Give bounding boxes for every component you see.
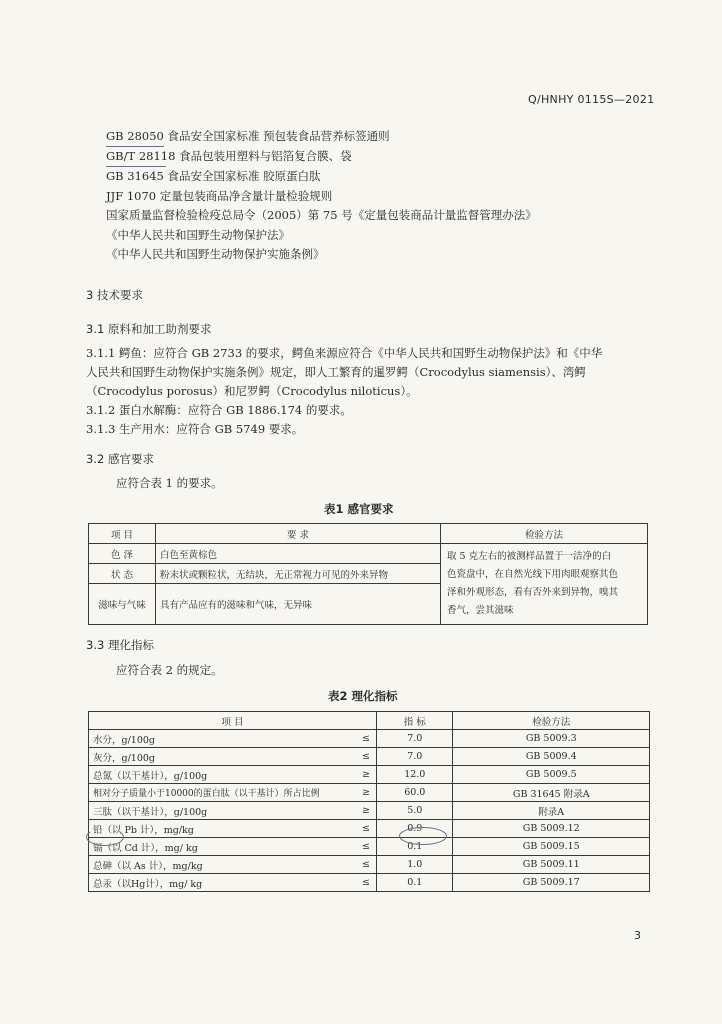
value-cell: 7.0	[377, 730, 453, 748]
reference-item: 国家质量监督检验检疫总局令（2005）第 75 号《定量包装商品计量监督管理办法》	[106, 208, 537, 222]
comparator-cell: ≤	[356, 838, 377, 856]
subsection-heading: 3.3 理化指标	[86, 638, 154, 652]
pen-underline-mark	[106, 146, 164, 147]
requirement-cell: 粉末状或颗粒状，无结块，无正常视力可见的外来异物	[156, 564, 441, 584]
table-row	[89, 874, 650, 892]
table-row	[89, 856, 650, 874]
requirement-cell: 白色至黄棕色	[156, 544, 441, 564]
value-cell: 0.1	[377, 838, 453, 856]
page-number: 3	[634, 929, 642, 942]
reference-item: JJF 1070 定量包装商品净含量计量检验规则	[106, 189, 333, 203]
paragraph-line: 应符合表 1 的要求。	[116, 476, 223, 490]
method-cell: GB 31645 附录A	[453, 784, 650, 802]
table-row	[89, 838, 650, 856]
method-cell: GB 5009.11	[453, 856, 650, 874]
header-cell: 检验方法	[441, 524, 648, 544]
reference-item: GB 31645 食品安全国家标准 胶原蛋白肽	[106, 169, 321, 183]
method-cell: GB 5009.5	[453, 766, 650, 784]
paragraph-line: 3.1.2 蛋白水解酶：应符合 GB 1886.174 的要求。	[86, 403, 352, 417]
comparator-cell: ≥	[356, 784, 377, 802]
value-cell: 0.1	[377, 874, 453, 892]
comparator-cell: ≤	[356, 730, 377, 748]
table-row	[89, 802, 650, 820]
table-row	[89, 748, 650, 766]
method-cell: GB 5009.12	[453, 820, 650, 838]
value-cell: 5.0	[377, 802, 453, 820]
value-cell: 1.0	[377, 856, 453, 874]
method-cell: GB 5009.4	[453, 748, 650, 766]
subsection-heading: 3.1 原料和加工助剂要求	[86, 322, 212, 336]
value-cell: 60.0	[377, 784, 453, 802]
table-caption: 表2 理化指标	[328, 689, 398, 703]
method-cell: GB 5009.3	[453, 730, 650, 748]
comparator-cell: ≤	[356, 874, 377, 892]
table-row	[89, 766, 650, 784]
reference-item: 《中华人民共和国野生动物保护实施条例》	[106, 247, 325, 261]
header-cell: 项 目	[89, 524, 156, 544]
header-cell: 检验方法	[453, 712, 650, 730]
method-line: 泽和外观形态，看有否外来到异物，嗅其	[447, 587, 619, 598]
table-row	[89, 544, 648, 564]
item-cell: 三肽（以干基计），g/100g	[89, 802, 356, 820]
method-line: 色瓷盘中，在自然光线下用肉眼观察其色	[447, 569, 619, 580]
pen-circle-mark	[399, 827, 447, 845]
table-header-row	[89, 712, 650, 730]
sensory-table	[88, 523, 648, 625]
requirement-cell: 具有产品应有的滋味和气味，无异味	[156, 584, 441, 625]
paragraph-line: （Crocodylus porosus）和尼罗鳄（Crocodylus niloticus）。	[86, 384, 418, 398]
pen-circle-mark	[86, 828, 124, 846]
item-cell: 镉（以 Cd 计），mg/ kg	[89, 838, 356, 856]
item-cell: 相对分子质量小于10000的蛋白肽（以干基计）所占比例	[89, 784, 356, 802]
header-cell: 要 求	[156, 524, 441, 544]
item-cell: 铅（以 Pb 计），mg/kg	[89, 820, 356, 838]
comparator-cell: ≥	[356, 802, 377, 820]
reference-item: 《中华人民共和国野生动物保护法》	[106, 228, 290, 242]
table-row	[89, 730, 650, 748]
method-cell: 附录A	[453, 802, 650, 820]
item-cell: 滋味与气味	[89, 584, 156, 625]
paragraph-line: 应符合表 2 的规定。	[116, 663, 223, 677]
item-cell: 状 态	[89, 564, 156, 584]
method-line: 取 5 克左右的被测样品置于一洁净的白	[447, 551, 612, 562]
method-cell: GB 5009.17	[453, 874, 650, 892]
paragraph-line: 人民共和国野生动物保护实施条例》规定，即人工繁育的暹罗鳄（Crocodylus siamensis）、湾鳄	[86, 365, 586, 379]
reference-item: GB/T 28118 食品包装用塑料与铝箔复合膜、袋	[106, 149, 352, 163]
method-cell	[441, 544, 648, 625]
paragraph-line: 3.1.3 生产用水：应符合 GB 5749 要求。	[86, 422, 304, 436]
header-cell: 指 标	[377, 712, 453, 730]
table-caption: 表1 感官要求	[324, 502, 394, 516]
comparator-cell: ≤	[356, 856, 377, 874]
item-cell: 灰分，g/100g	[89, 748, 356, 766]
item-cell: 总砷（以 As 计），mg/kg	[89, 856, 356, 874]
value-cell: 12.0	[377, 766, 453, 784]
item-cell: 色 泽	[89, 544, 156, 564]
method-cell: GB 5009.15	[453, 838, 650, 856]
paragraph-line: 3.1.1 鳄鱼：应符合 GB 2733 的要求，鳄鱼来源应符合《中华人民共和国野生动物保护法》和《中华	[86, 346, 603, 360]
pen-underline-mark	[106, 166, 166, 167]
reference-item: GB 28050 食品安全国家标准 预包装食品营养标签通则	[106, 129, 390, 143]
item-cell: 水分，g/100g	[89, 730, 356, 748]
table-row	[89, 820, 650, 838]
method-line: 香气，尝其滋味	[447, 605, 514, 616]
item-cell: 总汞（以Hg计），mg/ kg	[89, 874, 356, 892]
document-code: Q/HNHY 0115S—2021	[528, 93, 655, 106]
section-heading: 3 技术要求	[86, 288, 143, 302]
subsection-heading: 3.2 感官要求	[86, 452, 154, 466]
item-cell: 总氮（以干基计），g/100g	[89, 766, 356, 784]
value-cell: 0.9	[377, 820, 453, 838]
comparator-cell: ≥	[356, 766, 377, 784]
comparator-cell: ≤	[356, 748, 377, 766]
table-row	[89, 784, 650, 802]
header-cell: 项 目	[89, 712, 377, 730]
table-header-row	[89, 524, 648, 544]
physicochemical-table	[88, 711, 650, 892]
value-cell: 7.0	[377, 748, 453, 766]
comparator-cell: ≤	[356, 820, 377, 838]
